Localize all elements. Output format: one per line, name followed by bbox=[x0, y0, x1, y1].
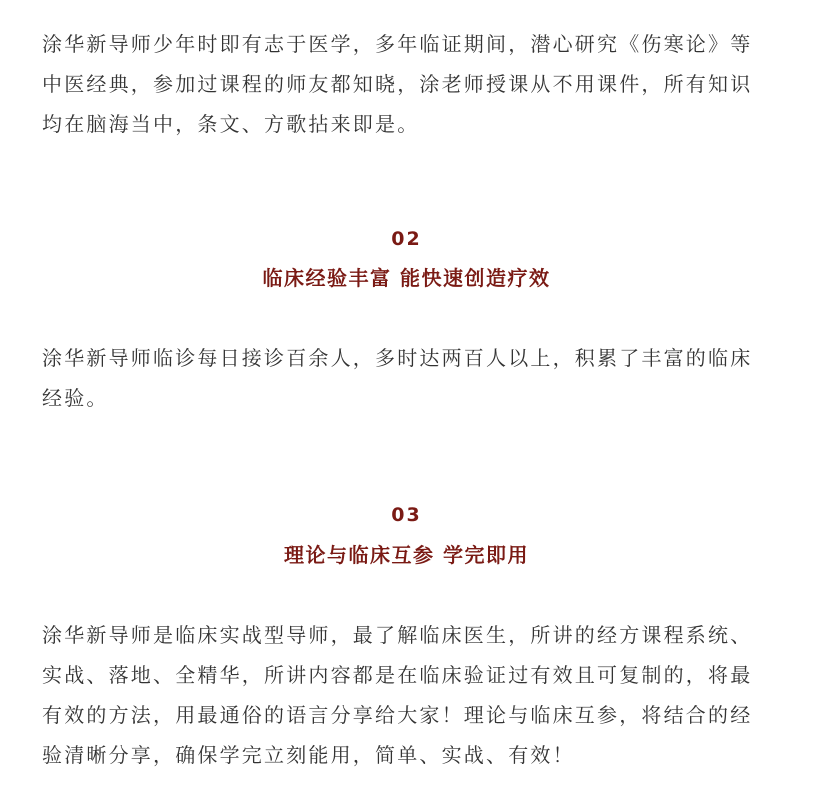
section-body-theory-practice: 涂华新导师是临床实战型导师，最了解临床医生，所讲的经方课程系统、实战、落地、全精华，所讲内容都是在临床验证过有效且可复制的，将最有效的方法，用最通俗的语言分享给大家！理论与临床互参，将结合的经验清晰分享，确保学完立刻能用，简单、实战、有效！ bbox=[42, 623, 753, 767]
section-heading-clinical-experience: 临床经验丰富 能快速创造疗效 bbox=[262, 266, 551, 290]
section-number-03: 03 bbox=[391, 504, 422, 526]
intro-paragraph: 涂华新导师少年时即有志于医学，多年临证期间，潜心研究《伤寒论》等中医经典，参加过课程的师友都知晓，涂老师授课从不用课件，所有知识均在脑海当中，条文、方歌拈来即是。 bbox=[42, 32, 753, 136]
section-heading-theory-practice: 理论与临床互参 学完即用 bbox=[284, 543, 529, 567]
section-number-02: 02 bbox=[391, 228, 422, 250]
section-body-clinical-experience: 涂华新导师临诊每日接诊百余人，多时达两百人以上，积累了丰富的临床经验。 bbox=[42, 346, 753, 410]
